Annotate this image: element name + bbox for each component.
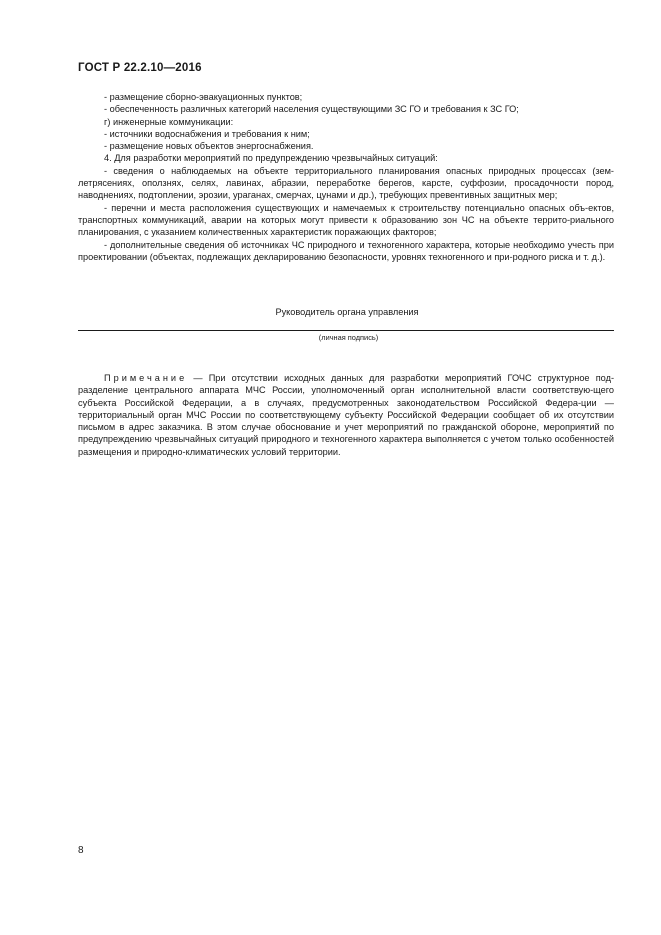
page-number: 8: [78, 845, 84, 856]
list-item: - размещение сборно-эвакуационных пунктов;: [104, 92, 303, 102]
section-heading: 4. Для разработки мероприятий по предупреждению чрезвычайных ситуаций:: [104, 153, 438, 164]
list-item: - сведения о наблюдаемых на объекте территориального планирования опасных природных процессах (зем-летрясениях, оползнях, селях, лавинах, абразии, переработке берегов, карсте, суффозии, просадочности пород, наводнениях, подтоплении, эрозии, ураганах, смерчах, цунами и др.), требующих превентивных защитных мер;: [78, 165, 614, 201]
list-item: - источники водоснабжения и требования к ним;: [104, 128, 310, 139]
list-item: г) инженерные коммуникации:: [104, 116, 234, 127]
note-block: [78, 372, 614, 458]
signature-caption: (личная подпись): [318, 333, 379, 342]
requirements-list: [78, 91, 614, 263]
signature-title: Руководитель органа управления: [275, 307, 419, 317]
note-paragraph: [78, 372, 614, 458]
signature-line: [78, 330, 614, 331]
note-label: Примечание: [104, 373, 188, 383]
note-dash: —: [187, 373, 209, 383]
list-item: - дополнительные сведения об источниках ЧС природного и техногенного характера, которые необходимо учесть при проектировании (объектах, подлежащих декларированию безопасности, уровнях техногенного и при-родного риска и т. д.).: [78, 239, 614, 262]
document-code-header: ГОСТ Р 22.2.10—2016: [78, 62, 202, 74]
list-item: - размещение новых объектов энергоснабжения.: [104, 141, 314, 152]
list-item: - перечни и места расположения существующих и намечаемых к строительству потенциально опасных объ-ектов, транспортных коммуникаций, аварии на которых могут привести к образованию зон ЧС на объекте террито-риального планирования, с указанием количественных характеристик поражающих факторов;: [78, 202, 614, 238]
list-item: - обеспеченность различных категорий населения существующими ЗС ГО и требования к ЗС ГО;: [104, 104, 519, 115]
note-text: При отсутствии исходных данных для разработки мероприятий ГОЧС структурное под-разделение центрального аппарата МЧС России, уполномоченный орган исполнительной власти соответствую-щего субъекта Российской Федерации, а в случаях, предусмотренных законодательством Российской Федера-ции — территориальный орган МЧС России по соответствующему субъекту Российской Федерации сообщает об их отсутствии письмом в адрес заказчика. В этом случае обоснование и учет мероприятий по гражданской обороне, мероприятий по предупреждению чрезвычайных ситуаций природного и техногенного характера выполняется с учетом только особенностей размещения и природно-климатических условий территории.: [78, 373, 614, 457]
